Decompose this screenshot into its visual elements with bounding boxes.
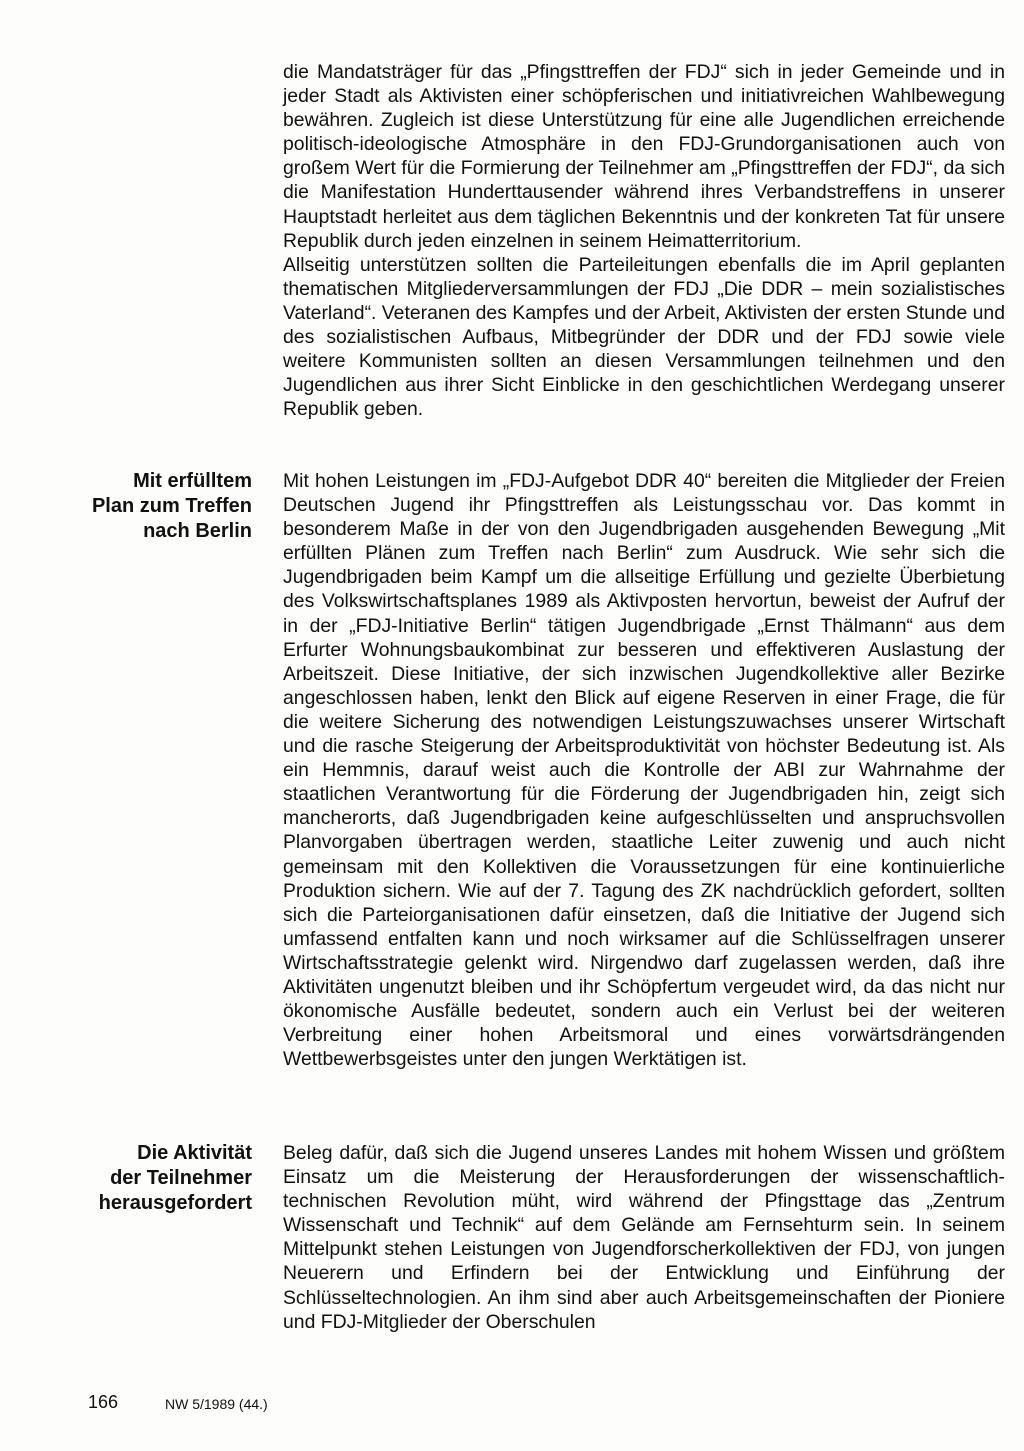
marginal-heading-2 — [32, 1141, 252, 1216]
marginal-heading-1 — [32, 469, 252, 544]
heading-line: nach Berlin — [143, 520, 252, 542]
heading-line: herausgefordert — [98, 1192, 252, 1214]
body-text-block-2 — [283, 469, 1005, 1071]
heading-line: Die Aktivität — [137, 1142, 252, 1164]
paragraph: Beleg dafür, daß sich die Jugend unseres Landes mit hohem Wissen und größtem Einsatz um die Meisterung der Herausforderungen der wissenschaftlich-technischen Revolution müht, wird während der Pfingsttage das „Zentrum Wissenschaft und Technik“ auf dem Gelände am Fernsehturm sein. In seinem Mittelpunkt stehen Leistungen von Jugendforscherkollektiven der FDJ, von jungen Neuerern und Erfindern bei der Entwicklung und Einführung der Schlüsseltechnologien. An ihm sind aber auch Arbeitsgemeinschaften der Pioniere und FDJ-Mitglieder der Oberschulen — [283, 1142, 1005, 1333]
issue-reference: NW 5/1989 (44.) — [165, 1396, 268, 1412]
heading-line: Mit erfülltem — [133, 470, 252, 492]
body-text-block-3 — [283, 1141, 1005, 1334]
heading-line: der Teilnehmer — [110, 1167, 252, 1189]
paragraph: Mit hohen Leistungen im „FDJ-Aufgebot DDR 40“ bereiten die Mitglieder der Freien Deutschen Jugend ihr Pfingsttreffen als Leistungsschau vor. Das kommt in besonderem Maße in der von den Jugendbrigaden ausgehenden Bewegung „Mit erfüllten Plänen zum Treffen nach Berlin“ zum Ausdruck. Wie sehr sich die Jugendbrigaden beim Kampf um die allseitige Erfüllung und gezielte Überbietung des Volkswirtschaftsplanes 1989 als Aktivposten hervortun, beweist der Aufruf der in der „FDJ-Initiative Berlin“ tätigen Jugendbrigade „Ernst Thälmann“ aus dem Erfurter Wohnungsbaukombinat zur besseren und effektiveren Auslastung der Arbeitszeit. Diese Initiative, der sich inzwischen Jugendkollektive aller Bezirke angeschlossen haben, lenkt den Blick auf eigene Reserven in einer Frage, die für die weitere Sicherung des notwendigen Leistungszuwachses unserer Wirtschaft und die rasche Steigerung der Arbeitsproduktivität von höchster Bedeutung ist. Als ein Hemmnis, darauf weist auch die Kontrolle der ABI zur Wahrnahme der staatlichen Verantwortung für die Förderung der Jugendbrigaden hin, zeigt sich mancherorts, daß Jugendbrigaden keine aufgeschlüsselten und anspruchsvollen Planvorgaben übertragen werden, staatliche Leiter zuwenig und auch nicht gemeinsam mit den Kollektiven die Voraussetzungen für eine kontinuierliche Produktion sichern. Wie auf der 7. Tagung des ZK nachdrücklich gefordert, sollten sich die Parteiorganisationen dafür einsetzen, daß die Initiative der Jugend sich umfassend entfalten kann und noch wirksamer auf die Schlüsselfragen unserer Wirtschaftsstrategie gelenkt wird. Nirgendwo darf zugelassen werden, daß ihre Aktivitäten ungenutzt bleiben und ihr Schöpfertum vergeudet wird, da das nicht nur ökonomische Ausfälle bedeutet, sondern auch ein Verlust bei der weiteren Verbreitung einer hohen Arbeitsmoral und eines vorwärtsdrängenden Wettbewerbsgeistes unter den jungen Werktätigen ist. — [283, 470, 1005, 1071]
body-text-block-1 — [283, 60, 1005, 421]
heading-line: Plan zum Treffen — [91, 495, 252, 517]
page-number: 166 — [88, 1392, 119, 1412]
paragraph: die Mandatsträger für das „Pfingsttreffen der FDJ“ sich in jeder Gemeinde und in jeder Stadt als Aktivisten einer schöpferischen und initiativreichen Wahlbewegung bewähren. Zugleich ist diese Unterstützung für eine alle Jugendlichen erreichende politisch-ideologische Atmosphäre in den FDJ-Grundorganisationen auch von großem Wert für die Formierung der Teilnehmer am „Pfingsttreffen der FDJ“, da sich die Manifestation Hunderttausender während ihres Verbandstreffens in unserer Hauptstadt herleitet aus dem täglichen Bekenntnis und der konkreten Tat für unsere Republik durch jeden einzelnen in seinem Heimatterritorium. — [283, 61, 1005, 252]
paragraph: Allseitig unterstützen sollten die Parteileitungen ebenfalls die im April geplanten thematischen Mitgliederversammlungen der FDJ „Die DDR – mein sozialistisches Vaterland“. Veteranen des Kampfes und der Arbeit, Aktivisten der ersten Stunde und des sozialistischen Aufbaus, Mitbegründer der DDR und der FDJ sowie viele weitere Kommunisten sollten an diesen Versammlungen teilnehmen und den Jugendlichen aus ihrer Sicht Einblicke in den geschichtlichen Werdegang unserer Republik geben. — [283, 253, 1005, 421]
